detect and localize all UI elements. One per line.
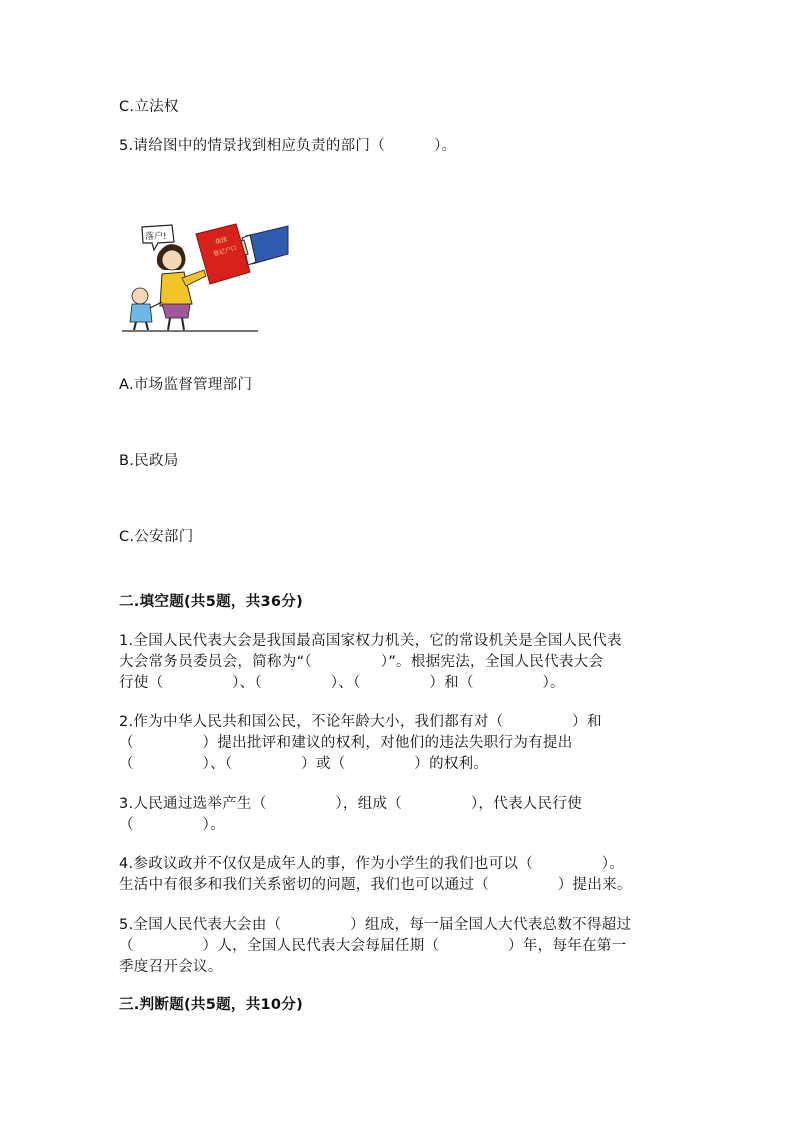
fill-question-3-line-2: （ ）。 (119, 817, 225, 833)
fill-question-2-line-3: （ ）、（ ）或（ ）的权利。 (119, 756, 489, 772)
section-2-heading: 二.填空题(共5题，共36分) (119, 594, 304, 610)
fill-question-1-line-2: 大会常务员委员会，简称为“（ ）”。根据宪法，全国人民代表大会 (119, 654, 604, 670)
fill-question-5-line-3: 季度召开会议。 (119, 959, 223, 975)
fill-question-5-line-1: 5.全国人民代表大会由（ ）组成，每一届全国人大代表总数不得超过 (119, 917, 632, 933)
speech-bubble-text: 落户! (145, 232, 167, 242)
fill-question-2-line-2: （ ）提出批评和建议的权利，对他们的违法失职行为有提出 (119, 735, 573, 751)
book-text-line1: 依法 (214, 235, 229, 246)
option-a: A.市场监督管理部门 (119, 377, 253, 393)
option-c-legislative-power: C.立法权 (119, 99, 179, 115)
fill-question-3-line-1: 3.人民通过选举产生（ ），组成（ ），代表人民行使 (119, 796, 582, 812)
question-5-stem: 5.请给图中的情景找到相应负责的部门（ ）。 (119, 138, 457, 154)
fill-question-1-line-1: 1.全国人民代表大会是我国最高国家权力机关，它的常设机关是全国人民代表 (119, 633, 622, 649)
fill-question-5-line-2: （ ）人，全国人民代表大会每届任期（ ）年，每年在第一 (119, 938, 627, 954)
fill-question-4-line-1: 4.参政议政并不仅仅是成年人的事，作为小学生的我们也可以（ ）。 (119, 856, 625, 872)
section-3-heading: 三.判断题(共5题，共10分) (119, 997, 304, 1013)
book-text-line2: 登记户口 (212, 244, 238, 258)
mother-figure (157, 244, 206, 330)
household-registration-illustration (118, 218, 290, 336)
fill-question-4-line-2: 生活中有很多和我们关系密切的问题，我们也可以通过（ ）提出来。 (119, 877, 632, 893)
option-b: B.民政局 (119, 453, 179, 469)
fill-question-1-line-3: 行使（ ）、（ ）、（ ）和（ ）。 (119, 675, 565, 691)
option-c: C.公安部门 (119, 529, 194, 545)
fill-question-2-line-1: 2.作为中华人民共和国公民，不论年龄大小，我们都有对（ ）和 (119, 714, 602, 730)
child-figure (130, 288, 162, 330)
